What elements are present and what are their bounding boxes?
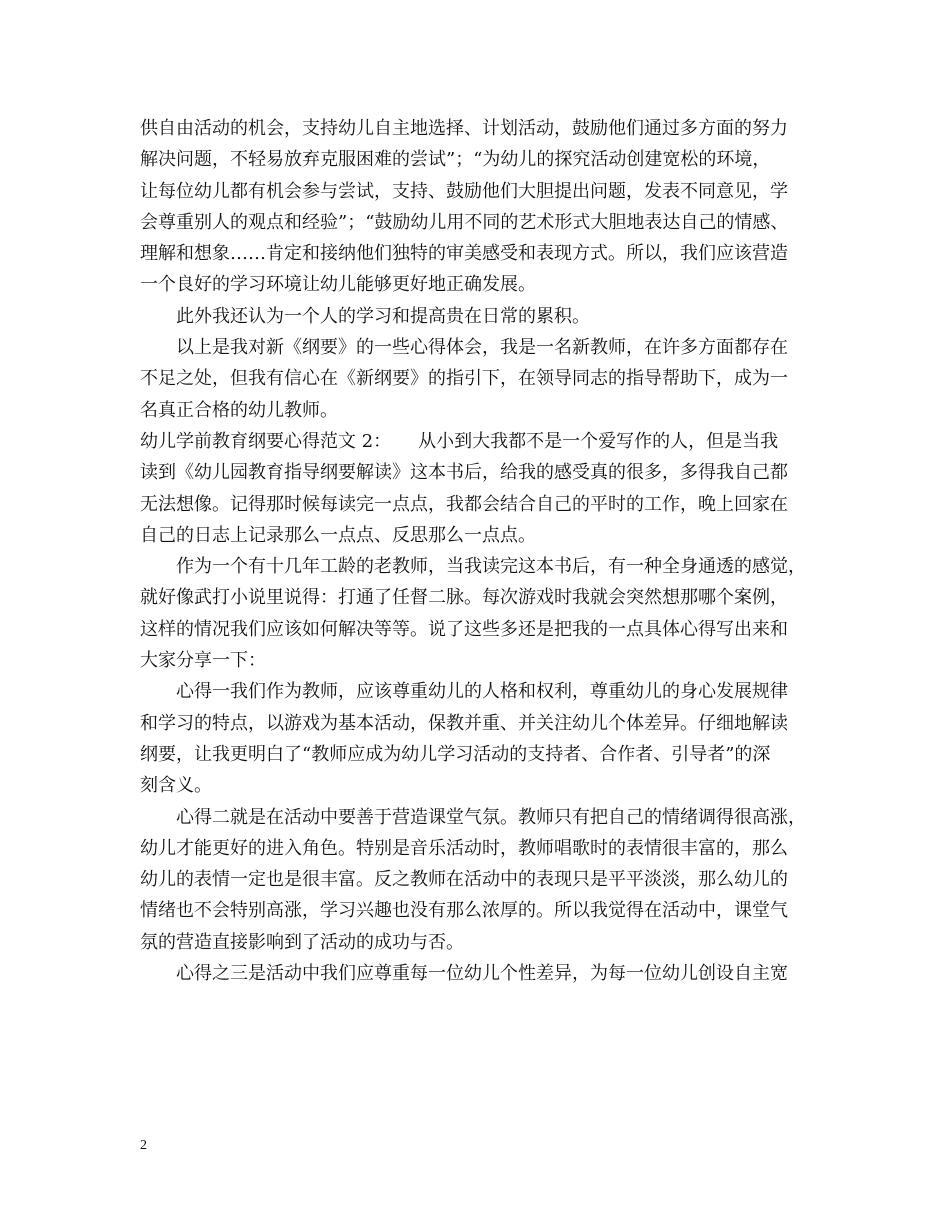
text-line: 幼儿才能更好的进入角色。特别是音乐活动时，教师唱歌时的表情很丰富的，那么 xyxy=(140,837,788,859)
text-line: 无法想像。记得那时候每读完一点点，我都会结合自己的平时的工作，晚上回家在 xyxy=(140,493,788,515)
text-line: 心得之三是活动中我们应尊重每一位幼儿个性差异，为每一位幼儿创设自主宽 xyxy=(176,963,788,985)
text-line: 此外我还认为一个人的学习和提高贵在日常的累积。 xyxy=(176,305,590,327)
text-line: 一个良好的学习环境让幼儿能够更好地正确发展。 xyxy=(140,274,536,296)
text-line: 不足之处，但我有信心在《新纲要》的指引下，在领导同志的指导帮助下，成为一 xyxy=(140,368,788,390)
text-line: 自己的日志上记录那么一点点、反思那么一点点。 xyxy=(140,524,536,546)
text-line: 名真正合格的幼儿教师。 xyxy=(140,399,338,421)
text-line: 解决问题，不轻易放弃克服困难的尝试”；“为幼儿的探究活动创建宽松的环境， xyxy=(140,149,771,171)
text-line: 情绪也不会特别高涨，学习兴趣也没有那么浓厚的。所以我觉得在活动中，课堂气 xyxy=(140,900,788,922)
text-line: 读到《幼儿园教育指导纲要解读》这本书后，给我的感受真的很多，多得我自己都 xyxy=(140,462,788,484)
text-line: 让每位幼儿都有机会参与尝试，支持、鼓励他们大胆提出问题，发表不同意见，学 xyxy=(140,180,788,202)
text-line: 就好像武打小说里说得：打通了任督二脉。每次游戏时我就会突然想那哪个案例， xyxy=(140,587,788,609)
text-line: 幼儿学前教育纲要心得范文 2： 从小到大我都不是一个爱写作的人，但是当我 xyxy=(140,430,779,452)
text-line: 心得一我们作为教师，应该尊重幼儿的人格和权利，尊重幼儿的身心发展规律 xyxy=(176,681,788,703)
text-line: 供自由活动的机会，支持幼儿自主地选择、计划活动，鼓励他们通过多方面的努力 xyxy=(140,118,788,139)
text-line: 理解和想象……肯定和接纳他们独特的审美感受和表现方式。所以，我们应该营造 xyxy=(140,243,788,265)
page-number: 2 xyxy=(140,1138,147,1153)
text-line: 纲要，让我更明白了“教师应成为幼儿学习活动的支持者、合作者、引导者”的深 xyxy=(140,743,771,765)
text-line: 氛的营造直接影响到了活动的成功与否。 xyxy=(140,931,464,953)
text-line: 心得二就是在活动中要善于营造课堂气氛。教师只有把自己的情绪调得很高涨， xyxy=(176,806,806,828)
text-line: 和学习的特点，以游戏为基本活动，保教并重、并关注幼儿个体差异。仔细地解读 xyxy=(140,712,788,734)
text-line: 幼儿的表情一定也是很丰富。反之教师在活动中的表现只是平平淡淡，那么幼儿的 xyxy=(140,869,788,891)
text-line: 作为一个有十几年工龄的老教师，当我读完这本书后，有一种全身通透的感觉， xyxy=(176,556,806,578)
text-line: 会尊重别人的观点和经验”；“鼓励幼儿用不同的艺术形式大胆地表达自己的情感、 xyxy=(140,211,789,233)
text-line: 刻含义。 xyxy=(140,775,212,797)
document-body xyxy=(140,113,830,989)
text-line: 这样的情况我们应该如何解决等等。说了这些多还是把我的一点具体心得写出来和 xyxy=(140,618,788,640)
text-line: 大家分享一下： xyxy=(140,650,266,672)
text-line: 以上是我对新《纲要》的一些心得体会，我是一名新教师，在许多方面都存在 xyxy=(176,337,788,359)
